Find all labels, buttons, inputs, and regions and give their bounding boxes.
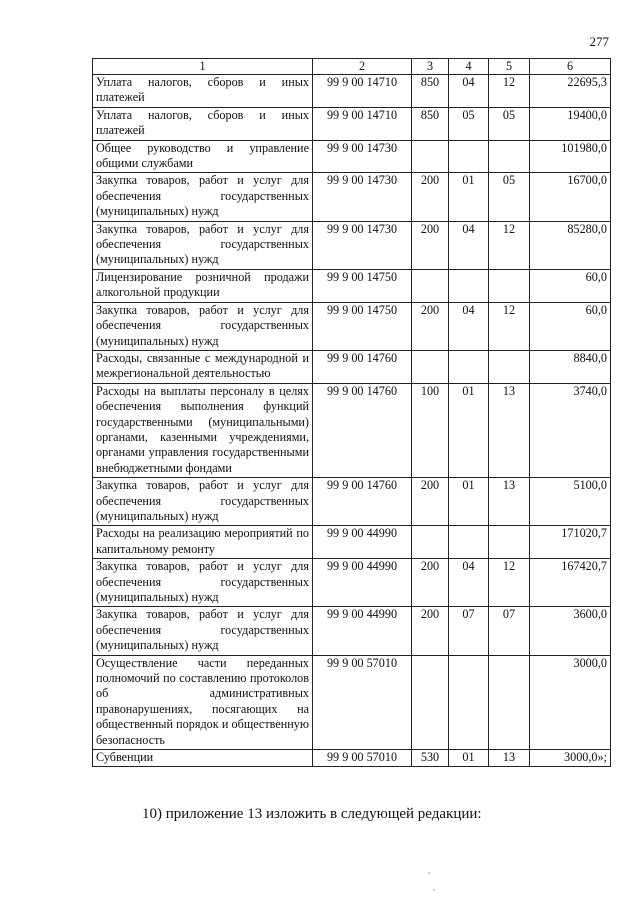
cell-col4: 04 — [449, 302, 489, 350]
cell-col3: 200 — [412, 302, 449, 350]
cell-amount: 3740,0 — [530, 383, 611, 477]
cell-name: Закупка товаров, работ и услуг для обеспечения государственных (муниципальных) нужд — [93, 559, 313, 607]
cell-name: Субвенции — [93, 750, 313, 767]
cell-col5: 13 — [489, 478, 530, 526]
cell-col4 — [449, 350, 489, 383]
table-row — [93, 75, 611, 108]
cell-name: Лицензирование розничной продажи алкогольной продукции — [93, 269, 313, 302]
column-header: 6 — [530, 59, 611, 75]
cell-code: 99 9 00 14710 — [313, 75, 412, 108]
cell-code: 99 9 00 44990 — [313, 559, 412, 607]
cell-amount: 167420,7 — [530, 559, 611, 607]
cell-col3: 200 — [412, 221, 449, 269]
cell-amount: 60,0 — [530, 269, 611, 302]
cell-amount: 3000,0 — [530, 655, 611, 749]
cell-col5: 13 — [489, 750, 530, 767]
table-row — [93, 221, 611, 269]
cell-name: Осуществление части переданных полномочий по составлению протоколов об административных правонарушениях, посягающих на общественный порядок и общественную безопасность — [93, 655, 313, 749]
cell-code: 99 9 00 44990 — [313, 526, 412, 559]
table-row — [93, 655, 611, 749]
cell-name: Закупка товаров, работ и услуг для обеспечения государственных (муниципальных) нужд — [93, 302, 313, 350]
cell-col3 — [412, 269, 449, 302]
cell-amount: 22695,3 — [530, 75, 611, 108]
cell-amount: 16700,0 — [530, 173, 611, 221]
cell-col4: 04 — [449, 559, 489, 607]
cell-col3 — [412, 350, 449, 383]
cell-code: 99 9 00 14750 — [313, 269, 412, 302]
cell-name: Расходы на выплаты персоналу в целях обеспечения выполнения функций государственными (муниципальными) органами, казенными учреждениями, органами управления государственными внебюджетными фондами — [93, 383, 313, 477]
cell-name: Закупка товаров, работ и услуг для обеспечения государственных (муниципальных) нужд — [93, 173, 313, 221]
cell-name: Уплата налогов, сборов и иных платежей — [93, 107, 313, 140]
cell-col4: 05 — [449, 107, 489, 140]
cell-amount: 3600,0 — [530, 607, 611, 655]
table-row — [93, 750, 611, 767]
cell-col4 — [449, 140, 489, 173]
cell-col5: 12 — [489, 302, 530, 350]
cell-name: Закупка товаров, работ и услуг для обеспечения государственных (муниципальных) нужд — [93, 607, 313, 655]
cell-col5: 13 — [489, 383, 530, 477]
column-header: 2 — [313, 59, 412, 75]
cell-col4 — [449, 526, 489, 559]
table-body — [93, 75, 611, 767]
cell-name: Общее руководство и управление общими службами — [93, 140, 313, 173]
cell-code: 99 9 00 57010 — [313, 750, 412, 767]
cell-col5: 07 — [489, 607, 530, 655]
cell-amount: 5100,0 — [530, 478, 611, 526]
cell-name: Расходы на реализацию мероприятий по капитальному ремонту — [93, 526, 313, 559]
cell-amount: 8840,0 — [530, 350, 611, 383]
cell-col4: 01 — [449, 383, 489, 477]
scan-speck — [428, 872, 430, 874]
table-row — [93, 383, 611, 477]
cell-col3: 200 — [412, 559, 449, 607]
cell-code: 99 9 00 14750 — [313, 302, 412, 350]
amendment-text: 10) приложение 13 изложить в следующей редакции: — [142, 806, 482, 822]
cell-col4: 04 — [449, 75, 489, 108]
cell-amount: 19400,0 — [530, 107, 611, 140]
cell-code: 99 9 00 14710 — [313, 107, 412, 140]
cell-amount: 171020,7 — [530, 526, 611, 559]
cell-col4 — [449, 655, 489, 749]
column-header: 5 — [489, 59, 530, 75]
cell-col3: 200 — [412, 173, 449, 221]
cell-col5: 05 — [489, 173, 530, 221]
table-row — [93, 526, 611, 559]
cell-col4 — [449, 269, 489, 302]
cell-col3: 200 — [412, 607, 449, 655]
cell-col5: 12 — [489, 75, 530, 108]
cell-col5: 12 — [489, 221, 530, 269]
cell-col3: 530 — [412, 750, 449, 767]
column-header: 4 — [449, 59, 489, 75]
cell-amount: 85280,0 — [530, 221, 611, 269]
cell-code: 99 9 00 57010 — [313, 655, 412, 749]
cell-col3 — [412, 526, 449, 559]
table-row — [93, 140, 611, 173]
cell-col5 — [489, 350, 530, 383]
cell-col4: 01 — [449, 173, 489, 221]
cell-col4: 07 — [449, 607, 489, 655]
cell-col5 — [489, 140, 530, 173]
cell-col5 — [489, 526, 530, 559]
cell-col3: 200 — [412, 478, 449, 526]
cell-amount: 101980,0 — [530, 140, 611, 173]
column-header: 3 — [412, 59, 449, 75]
cell-amount: 3000,0»; — [530, 750, 611, 767]
table-row — [93, 107, 611, 140]
scan-speck — [433, 889, 435, 891]
cell-code: 99 9 00 14760 — [313, 478, 412, 526]
cell-col4: 01 — [449, 750, 489, 767]
table-row — [93, 269, 611, 302]
cell-col3: 850 — [412, 107, 449, 140]
cell-col3 — [412, 140, 449, 173]
table-row — [93, 350, 611, 383]
cell-col5: 12 — [489, 559, 530, 607]
cell-col5 — [489, 269, 530, 302]
page-number: 277 — [589, 34, 609, 49]
budget-table — [92, 58, 611, 767]
cell-col3: 100 — [412, 383, 449, 477]
cell-code: 99 9 00 14730 — [313, 140, 412, 173]
cell-code: 99 9 00 14760 — [313, 383, 412, 477]
cell-code: 99 9 00 14760 — [313, 350, 412, 383]
cell-col5: 05 — [489, 107, 530, 140]
cell-col3 — [412, 655, 449, 749]
cell-code: 99 9 00 14730 — [313, 173, 412, 221]
table-row — [93, 302, 611, 350]
cell-amount: 60,0 — [530, 302, 611, 350]
cell-col5 — [489, 655, 530, 749]
cell-name: Уплата налогов, сборов и иных платежей — [93, 75, 313, 108]
cell-name: Расходы, связанные с международной и межрегиональной деятельностью — [93, 350, 313, 383]
column-header: 1 — [93, 59, 313, 75]
cell-col3: 850 — [412, 75, 449, 108]
cell-code: 99 9 00 14730 — [313, 221, 412, 269]
header-row — [93, 59, 611, 75]
table-row — [93, 559, 611, 607]
cell-name: Закупка товаров, работ и услуг для обеспечения государственных (муниципальных) нужд — [93, 478, 313, 526]
cell-code: 99 9 00 44990 — [313, 607, 412, 655]
cell-name: Закупка товаров, работ и услуг для обеспечения государственных (муниципальных) нужд — [93, 221, 313, 269]
cell-col4: 04 — [449, 221, 489, 269]
table-row — [93, 607, 611, 655]
cell-col4: 01 — [449, 478, 489, 526]
table-row — [93, 478, 611, 526]
table-row — [93, 173, 611, 221]
